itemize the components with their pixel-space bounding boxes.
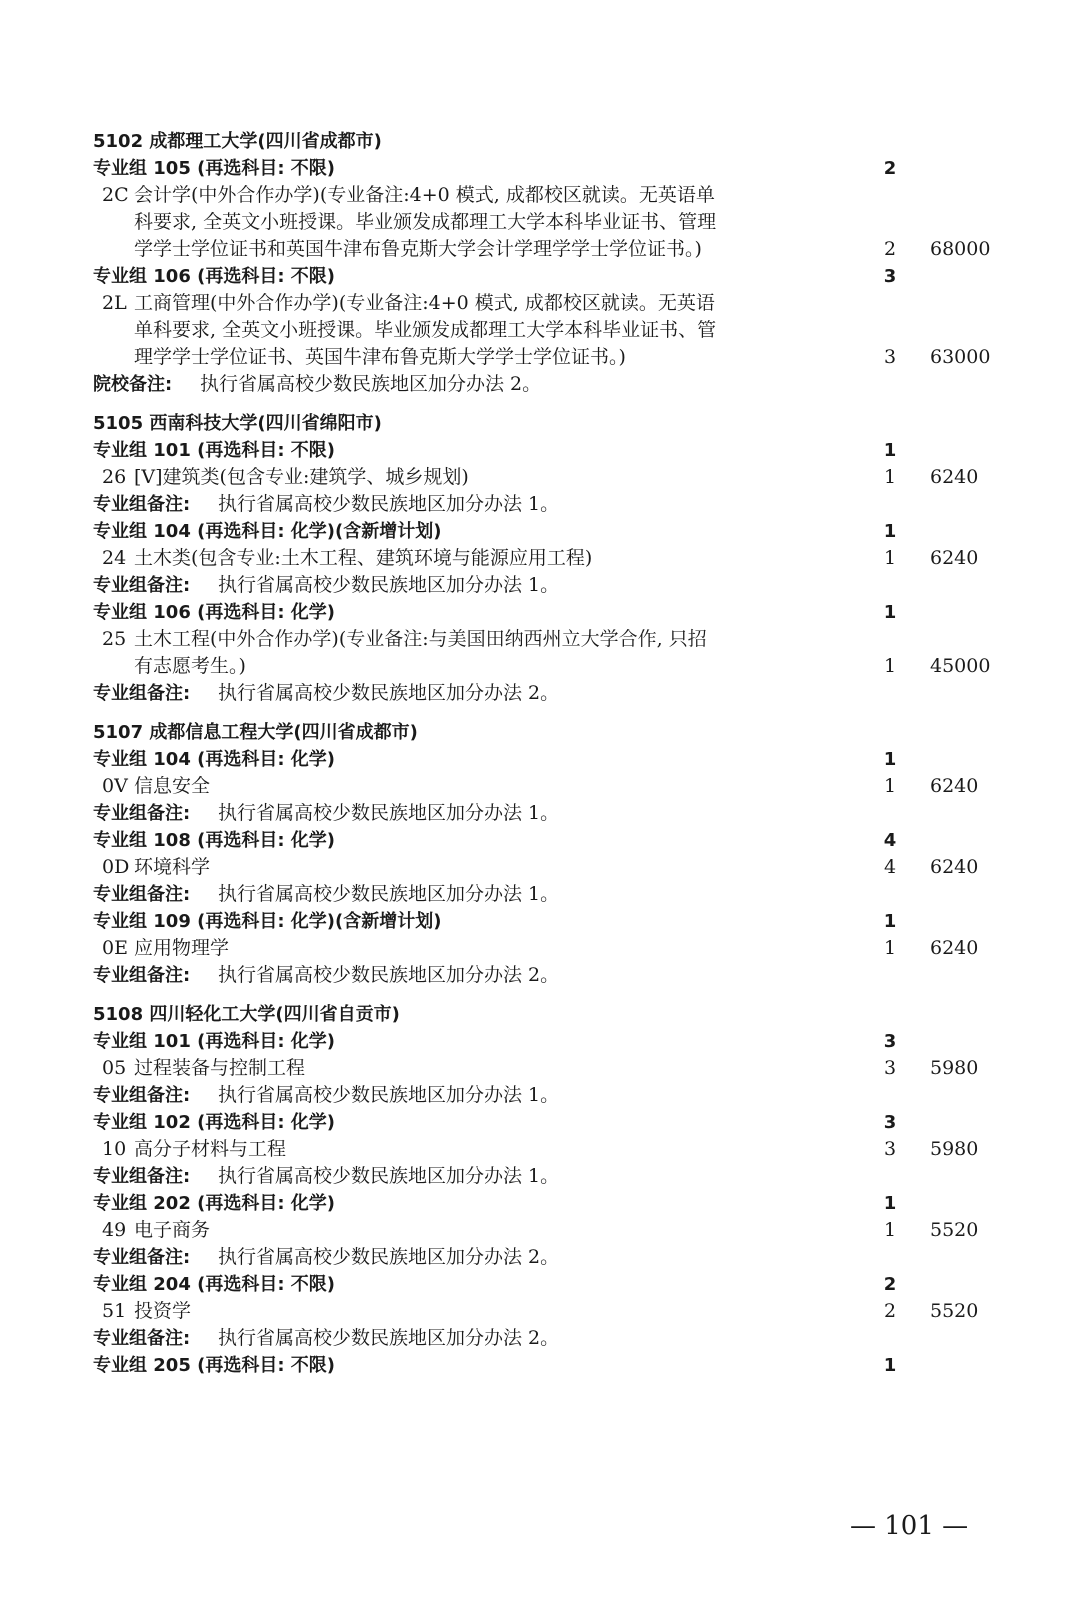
remark-row [0, 371, 1080, 398]
major-plan-count: 3 [883, 1138, 897, 1160]
major-code: 24 [102, 547, 127, 569]
remark-text: 执行省属高校少数民族地区加分办法 1。 [218, 1165, 560, 1187]
major-plan-count: 1 [883, 655, 897, 677]
major-group-row [0, 1271, 1080, 1298]
group-plan-count: 1 [883, 911, 897, 932]
remark-row [0, 1082, 1080, 1109]
major-group-row [0, 1352, 1080, 1379]
tuition-fee: 6240 [930, 466, 979, 488]
major-code: 0D [102, 856, 130, 878]
major-group-title: 专业组 202 (再选科目: 化学) [93, 1193, 336, 1214]
tuition-fee: 6240 [930, 937, 979, 959]
major-plan-count: 1 [883, 937, 897, 959]
remark-text: 执行省属高校少数民族地区加分办法 1。 [218, 1084, 560, 1106]
remark-label: 专业组备注: [93, 803, 191, 824]
major-code: 0V [102, 775, 128, 797]
remark-label: 专业组备注: [93, 494, 191, 515]
remark-label: 专业组备注: [93, 965, 191, 986]
major-row [0, 626, 1080, 653]
college-title: 5107 成都信息工程大学(四川省成都市) [93, 722, 418, 743]
remark-row [0, 680, 1080, 707]
major-group-row [0, 827, 1080, 854]
major-name: [V]建筑类(包含专业:建筑学、城乡规划) [134, 466, 469, 488]
remark-text: 执行省属高校少数民族地区加分办法 2。 [218, 682, 560, 704]
major-name: 环境科学 [134, 856, 211, 878]
major-remark-text: 学学士学位证书和英国牛津布鲁克斯大学会计学理学学士学位证书。) [134, 238, 702, 260]
remark-label: 院校备注: [93, 374, 173, 395]
tuition-fee: 68000 [930, 238, 991, 260]
remark-row [0, 1325, 1080, 1352]
major-row [0, 545, 1080, 572]
college-heading [0, 1001, 1080, 1028]
major-group-row [0, 1028, 1080, 1055]
major-remark-continuation [0, 209, 1080, 236]
college-heading [0, 410, 1080, 437]
group-plan-count: 1 [883, 1193, 897, 1214]
major-group-title: 专业组 204 (再选科目: 不限) [93, 1274, 336, 1295]
group-plan-count: 1 [883, 521, 897, 542]
major-row [0, 1298, 1080, 1325]
major-name: 土木类(包含专业:土木工程、建筑环境与能源应用工程) [134, 547, 593, 569]
major-name: 投资学 [134, 1300, 192, 1322]
major-group-title: 专业组 101 (再选科目: 化学) [93, 1031, 336, 1052]
major-row [0, 1055, 1080, 1082]
major-name: 工商管理(中外合作办学)(专业备注:4+0 模式, 成都校区就读。无英语 [134, 292, 715, 314]
college-title: 5105 西南科技大学(四川省绵阳市) [93, 413, 382, 434]
major-row [0, 854, 1080, 881]
remark-text: 执行省属高校少数民族地区加分办法 1。 [218, 883, 560, 905]
major-group-title: 专业组 205 (再选科目: 不限) [93, 1355, 336, 1376]
page-number: — 101 — [850, 1511, 969, 1541]
major-group-title: 专业组 102 (再选科目: 化学) [93, 1112, 336, 1133]
remark-row [0, 1244, 1080, 1271]
major-group-row [0, 518, 1080, 545]
major-code: 10 [102, 1138, 127, 1160]
major-group-title: 专业组 104 (再选科目: 化学) [93, 749, 336, 770]
major-name: 高分子材料与工程 [134, 1138, 287, 1160]
tuition-fee: 6240 [930, 547, 979, 569]
major-code: 05 [102, 1057, 127, 1079]
major-code: 2L [102, 292, 127, 314]
major-group-row [0, 908, 1080, 935]
major-plan-count: 1 [883, 775, 897, 797]
remark-text: 执行省属高校少数民族地区加分办法 2。 [218, 964, 560, 986]
major-row [0, 464, 1080, 491]
major-plan-count: 1 [883, 466, 897, 488]
major-group-row [0, 599, 1080, 626]
group-plan-count: 3 [883, 266, 897, 287]
major-plan-count: 3 [883, 1057, 897, 1079]
group-plan-count: 1 [883, 1355, 897, 1376]
college-heading [0, 128, 1080, 155]
remark-row [0, 491, 1080, 518]
tuition-fee: 63000 [930, 346, 991, 368]
major-row [0, 935, 1080, 962]
major-code: 25 [102, 628, 127, 650]
tuition-fee: 5520 [930, 1219, 979, 1241]
remark-text: 执行省属高校少数民族地区加分办法 1。 [218, 493, 560, 515]
major-remark-text: 科要求, 全英文小班授课。毕业颁发成都理工大学本科毕业证书、管理 [134, 211, 717, 233]
major-remark-text: 理学学士学位证书、英国牛津布鲁克斯大学学士学位证书。) [134, 346, 626, 368]
remark-row [0, 962, 1080, 989]
remark-label: 专业组备注: [93, 683, 191, 704]
major-plan-count: 3 [883, 346, 897, 368]
remark-label: 专业组备注: [93, 1085, 191, 1106]
remark-label: 专业组备注: [93, 884, 191, 905]
group-plan-count: 3 [883, 1112, 897, 1133]
major-code: 2C [102, 184, 129, 206]
college-heading [0, 719, 1080, 746]
group-plan-count: 3 [883, 1031, 897, 1052]
major-code: 0E [102, 937, 128, 959]
tuition-fee: 5980 [930, 1057, 979, 1079]
major-row [0, 1217, 1080, 1244]
major-group-row [0, 1109, 1080, 1136]
major-group-row [0, 746, 1080, 773]
remark-text: 执行省属高校少数民族地区加分办法 2。 [200, 373, 542, 395]
major-group-title: 专业组 108 (再选科目: 化学) [93, 830, 336, 851]
major-name: 过程装备与控制工程 [134, 1057, 306, 1079]
tuition-fee: 45000 [930, 655, 991, 677]
major-remark-continuation [0, 317, 1080, 344]
remark-text: 执行省属高校少数民族地区加分办法 2。 [218, 1246, 560, 1268]
major-name: 会计学(中外合作办学)(专业备注:4+0 模式, 成都校区就读。无英语单 [134, 184, 715, 206]
remark-text: 执行省属高校少数民族地区加分办法 1。 [218, 802, 560, 824]
group-plan-count: 2 [883, 158, 897, 179]
major-group-title: 专业组 109 (再选科目: 化学)(含新增计划) [93, 911, 442, 932]
major-name: 信息安全 [134, 775, 211, 797]
major-group-title: 专业组 104 (再选科目: 化学)(含新增计划) [93, 521, 442, 542]
major-row [0, 290, 1080, 317]
major-row [0, 182, 1080, 209]
remark-label: 专业组备注: [93, 575, 191, 596]
tuition-fee: 5520 [930, 1300, 979, 1322]
major-remark-text: 有志愿考生。) [134, 655, 246, 677]
major-name: 应用物理学 [134, 937, 230, 959]
major-group-title: 专业组 106 (再选科目: 化学) [93, 602, 336, 623]
remark-row [0, 572, 1080, 599]
major-remark-continuation [0, 344, 1080, 371]
remark-row [0, 1163, 1080, 1190]
major-remark-continuation [0, 236, 1080, 263]
major-group-title: 专业组 106 (再选科目: 不限) [93, 266, 336, 287]
major-group-title: 专业组 105 (再选科目: 不限) [93, 158, 336, 179]
college-title: 5102 成都理工大学(四川省成都市) [93, 131, 382, 152]
remark-label: 专业组备注: [93, 1166, 191, 1187]
major-plan-count: 2 [883, 238, 897, 260]
group-plan-count: 1 [883, 749, 897, 770]
major-name: 电子商务 [134, 1219, 211, 1241]
major-code: 49 [102, 1219, 127, 1241]
remark-text: 执行省属高校少数民族地区加分办法 2。 [218, 1327, 560, 1349]
major-code: 26 [102, 466, 127, 488]
major-remark-text: 单科要求, 全英文小班授课。毕业颁发成都理工大学本科毕业证书、管 [134, 319, 717, 341]
major-remark-continuation [0, 653, 1080, 680]
tuition-fee: 5980 [930, 1138, 979, 1160]
major-group-row [0, 1190, 1080, 1217]
group-plan-count: 1 [883, 440, 897, 461]
major-group-row [0, 155, 1080, 182]
remark-label: 专业组备注: [93, 1247, 191, 1268]
remark-text: 执行省属高校少数民族地区加分办法 1。 [218, 574, 560, 596]
remark-row [0, 800, 1080, 827]
major-plan-count: 4 [883, 856, 897, 878]
major-group-row [0, 437, 1080, 464]
major-code: 51 [102, 1300, 127, 1322]
major-plan-count: 2 [883, 1300, 897, 1322]
remark-label: 专业组备注: [93, 1328, 191, 1349]
group-plan-count: 1 [883, 602, 897, 623]
major-row [0, 773, 1080, 800]
tuition-fee: 6240 [930, 775, 979, 797]
major-plan-count: 1 [883, 547, 897, 569]
remark-row [0, 881, 1080, 908]
major-row [0, 1136, 1080, 1163]
college-title: 5108 四川轻化工大学(四川省自贡市) [93, 1004, 400, 1025]
major-group-row [0, 263, 1080, 290]
major-group-title: 专业组 101 (再选科目: 不限) [93, 440, 336, 461]
group-plan-count: 2 [883, 1274, 897, 1295]
group-plan-count: 4 [883, 830, 897, 851]
major-plan-count: 1 [883, 1219, 897, 1241]
tuition-fee: 6240 [930, 856, 979, 878]
major-name: 土木工程(中外合作办学)(专业备注:与美国田纳西州立大学合作, 只招 [134, 628, 707, 650]
